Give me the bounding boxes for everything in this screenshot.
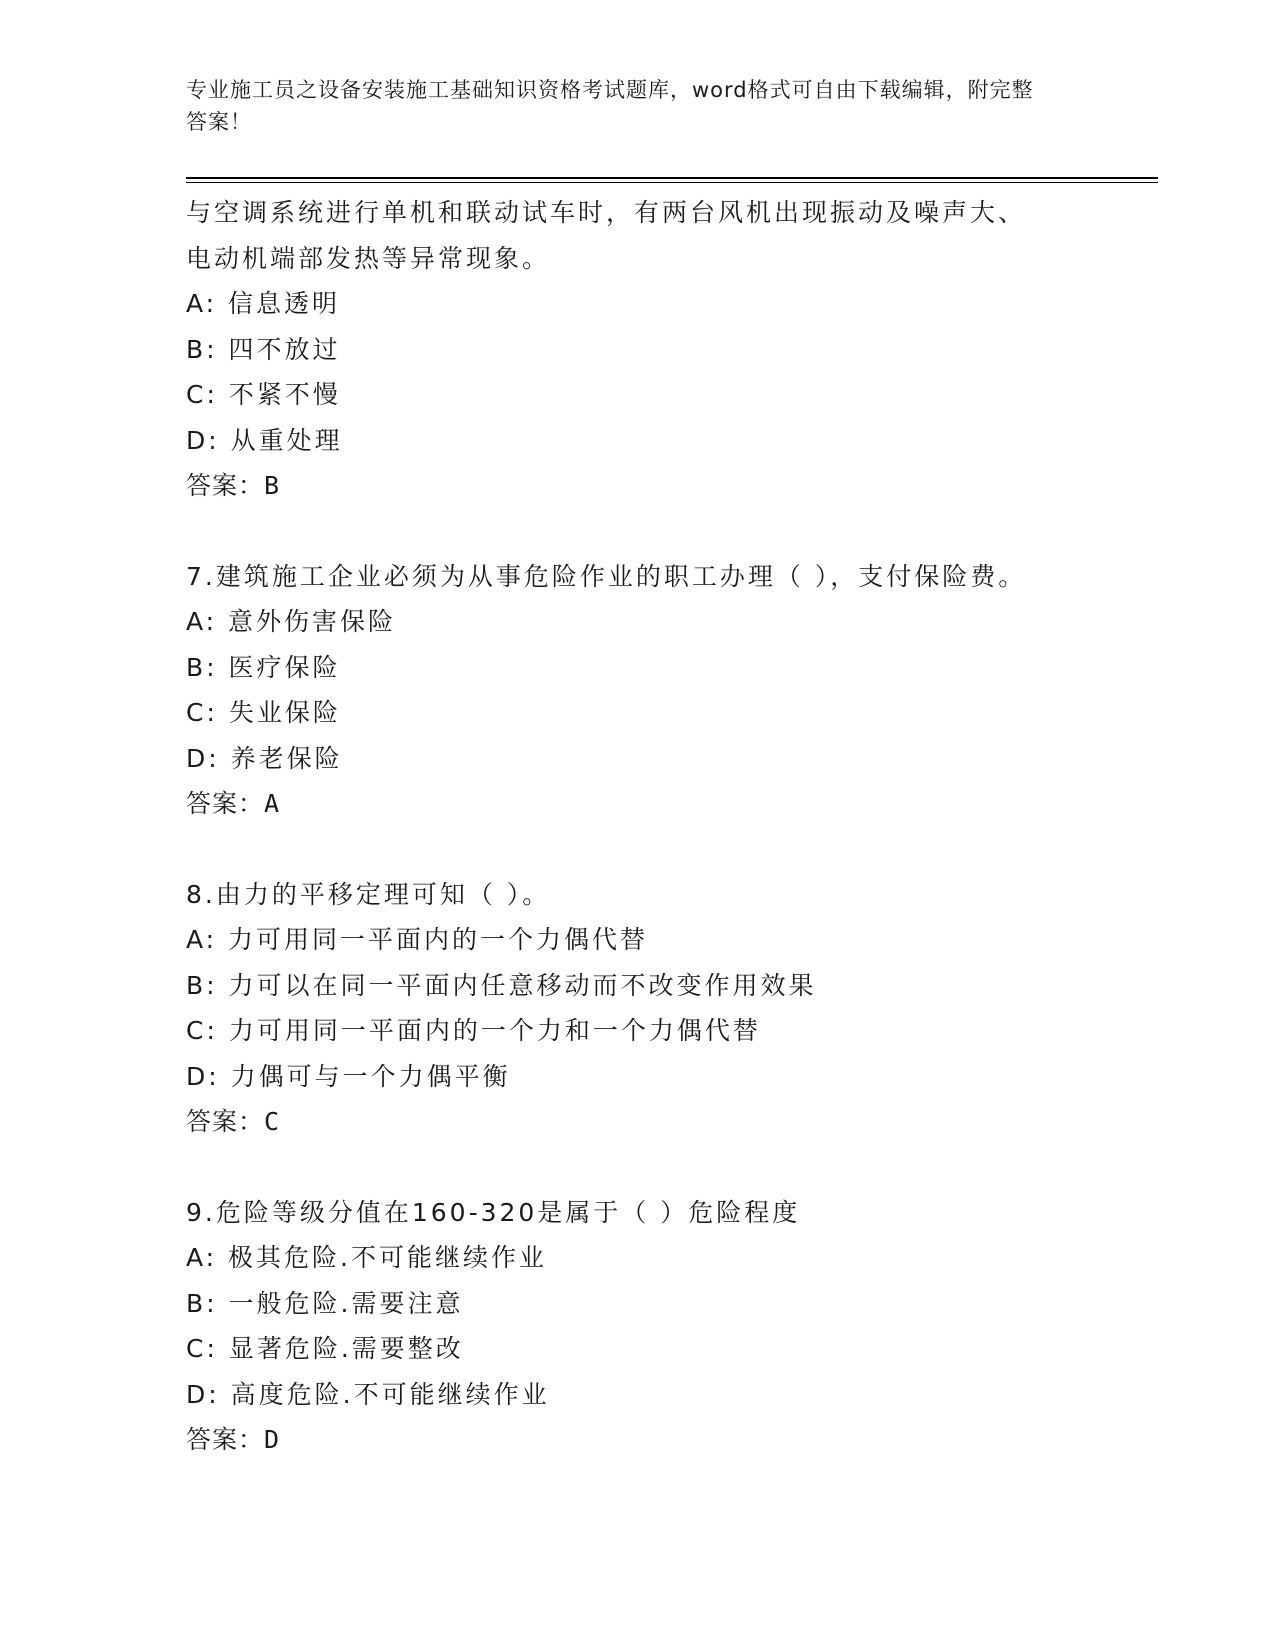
- option-a: A: 极其危险.不可能继续作业: [186, 1243, 547, 1272]
- answer-value: C: [264, 1107, 281, 1136]
- answer-label: 答案：: [186, 1425, 265, 1454]
- question-text: 7.建筑施工企业必须为从事危险作业的职工办理（ ），支付保险费。: [186, 561, 1027, 591]
- question-9: [186, 1190, 1158, 1463]
- option-b: B: 一般危险.需要注意: [186, 1288, 464, 1318]
- question-8: [186, 872, 1158, 1145]
- answer-label: 答案：: [186, 1107, 265, 1136]
- question-text-line: 电动机端部发热等异常现象。: [186, 243, 551, 273]
- answer-line: [186, 1099, 1158, 1145]
- answer-line: [186, 463, 1158, 509]
- header-divider-thin: [186, 182, 1158, 183]
- option-d: D: 养老保险: [186, 743, 343, 773]
- option-b: B: 医疗保险: [186, 652, 341, 682]
- option-d: D: 高度危险.不可能继续作业: [186, 1379, 550, 1409]
- question-text: 8.由力的平移定理可知（ ）。: [186, 879, 551, 909]
- answer-value: D: [264, 1425, 281, 1454]
- option-c: C: 失业保险: [186, 698, 341, 727]
- option-b: B: 四不放过: [186, 334, 341, 364]
- question-text-line: 与空调系统进行单机和联动试车时，有两台风机出现振动及噪声大、: [186, 198, 1027, 227]
- option-b: B: 力可以在同一平面内任意移动而不改变作用效果: [186, 970, 817, 1000]
- document-page: [186, 0, 1158, 1650]
- answer-label: 答案：: [186, 471, 265, 500]
- answer-value: A: [264, 789, 281, 818]
- document-header: 专业施工员之设备安装施工基础知识资格考试题库，word格式可自由下载编辑，附完整答案！: [186, 78, 1034, 134]
- question-text: 9.危险等级分值在160-320是属于（ ）危险程度: [186, 1197, 801, 1227]
- question-6-continuation: [186, 190, 1158, 509]
- answer-value: B: [264, 471, 281, 500]
- option-d: D: 力偶可与一个力偶平衡: [186, 1061, 511, 1091]
- option-a: A: 意外伤害保险: [186, 607, 397, 636]
- question-list: [186, 190, 1158, 1463]
- option-c: C: 显著危险.需要整改: [186, 1334, 464, 1363]
- answer-line: [186, 781, 1158, 827]
- option-a: A: 信息透明: [186, 289, 341, 318]
- question-7: [186, 554, 1158, 827]
- option-a: A: 力可用同一平面内的一个力偶代替: [186, 925, 649, 954]
- option-d: D: 从重处理: [186, 425, 343, 455]
- option-c: C: 不紧不慢: [186, 380, 341, 409]
- answer-line: [186, 1417, 1158, 1463]
- answer-label: 答案：: [186, 789, 265, 818]
- header-divider-thick: [186, 177, 1158, 179]
- option-c: C: 力可用同一平面内的一个力和一个力偶代替: [186, 1016, 761, 1045]
